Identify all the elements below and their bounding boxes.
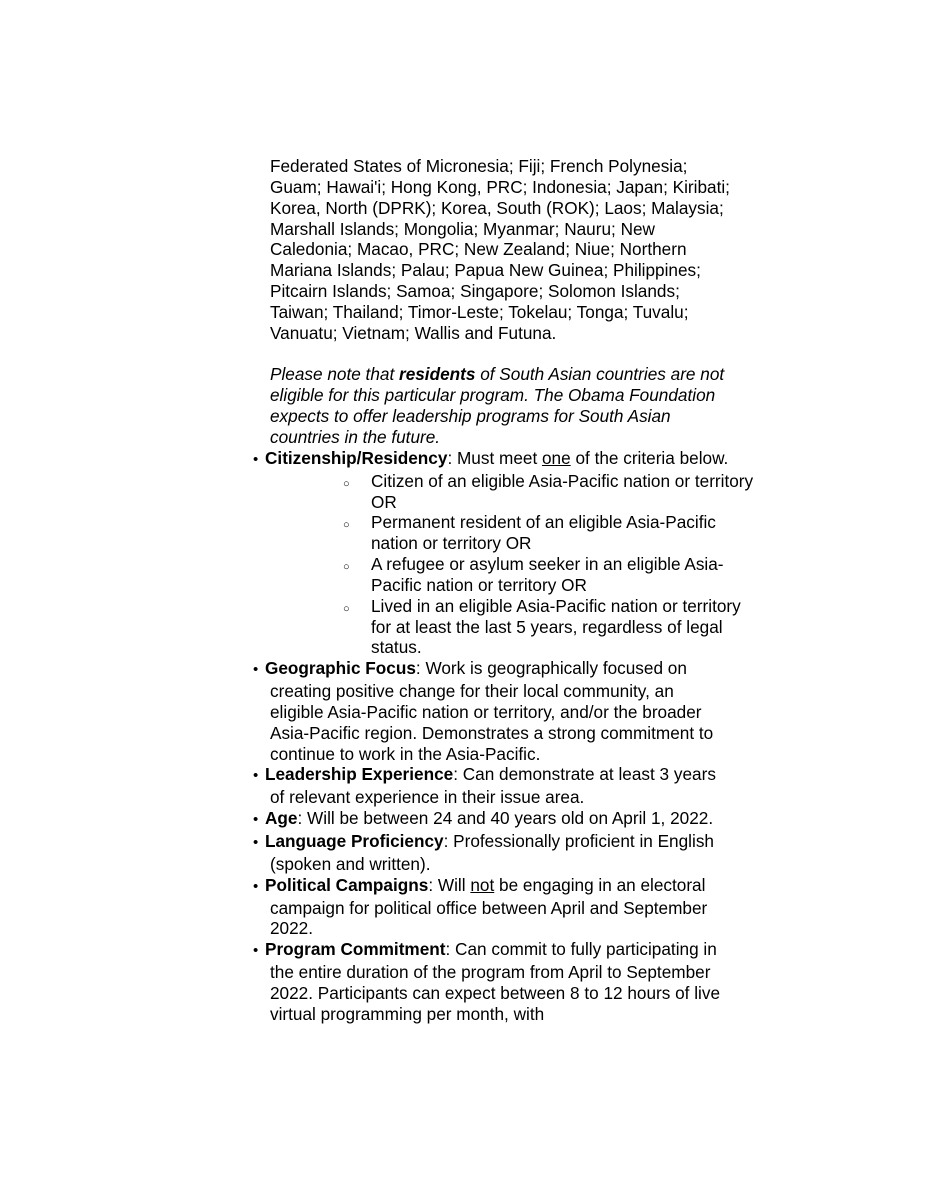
criterion-text-after: of the criteria below. [570, 447, 729, 468]
bullet-icon [253, 877, 265, 898]
circle-bullet-icon [343, 599, 350, 620]
citizenship-options-list [270, 470, 754, 659]
criterion-age [241, 808, 730, 831]
circle-bullet-icon [343, 515, 350, 536]
criterion-label: Program Commitment [265, 939, 446, 960]
eligible-countries-block [241, 156, 730, 448]
circle-bullet-icon [343, 474, 350, 495]
criterion-text: : Work is geographically focused on creating positive change for their local community, an eligible Asia-Pacific nation or territory, and/or the broader Asia-Pacific region. Demonstrates a strong commitment to continue to work in the Asia-Pacific. [270, 658, 714, 764]
criterion-text: : Can commit to fully participating in the entire duration of the program from April to September 2022. Participants can expect between 8 to 12 hours of live virtual programming per month, with [270, 939, 721, 1024]
citizenship-option [270, 512, 759, 554]
citizenship-option-text: Citizen of an eligible Asia-Pacific nation or territory OR [371, 470, 754, 512]
criterion-label: Language Proficiency [265, 831, 444, 851]
criterion-text-before: : Will [428, 874, 471, 895]
criterion-text: : Can demonstrate at least 3 years of relevant experience in their issue area. [270, 764, 716, 808]
criterion-label: Citizenship/Residency [265, 447, 448, 468]
criterion-citizenship [241, 447, 754, 658]
criterion-text-after: be engaging in an electoral campaign for political office between April and September 2022. [270, 874, 708, 939]
criterion-leadership-experience [241, 764, 730, 808]
document-body [241, 156, 754, 1025]
criterion-text-before: : Must meet [447, 447, 542, 468]
citizenship-option-text: Lived in an eligible Asia-Pacific nation or territory for at least the last 5 years, regardless of legal status. [371, 595, 741, 658]
bullet-icon [253, 941, 265, 962]
eligible-countries-list: Federated States of Micronesia; Fiji; French Polynesia; Guam; Hawai'i; Hong Kong, PRC; Indonesia; Japan; Kiribati; Korea, North (DPRK); Korea, South (ROK); Laos; Malaysia; Marshall Islands; Mongolia; Myanmar; Nauru; New Caledonia; Macao, PRC; New Zealand; Niue; Northern Mariana Islands; Palau; Papua New Guinea; Philippines; Pitcairn Islands; Samoa; Singapore; Solomon Islands; Taiwan; Thailand; Timor-Leste; Tokelau; Tonga; Tuvalu; Vanuatu; Vietnam; Wallis and Futuna. [270, 156, 730, 343]
citizenship-option [270, 596, 759, 659]
criterion-underlined-word: one [542, 447, 571, 468]
eligibility-criteria-list [241, 447, 754, 1025]
criterion-text: : Professionally proficient in English (spoken and written). [270, 831, 714, 874]
criterion-text: : Will be between 24 and 40 years old on April 1, 2022. [297, 808, 714, 829]
criterion-label: Political Campaigns [265, 874, 429, 895]
criterion-label: Geographic Focus [265, 658, 416, 679]
citizenship-option [270, 554, 759, 596]
bullet-icon [253, 810, 265, 831]
citizenship-option [270, 471, 759, 513]
bullet-icon [253, 450, 265, 471]
bullet-icon [253, 766, 265, 787]
citizenship-option-text: A refugee or asylum seeker in an eligible Asia-Pacific nation or territory OR [371, 554, 724, 595]
south-asia-note [270, 364, 730, 447]
bullet-icon [253, 833, 265, 854]
criterion-label: Leadership Experience [265, 764, 454, 785]
citizenship-option-text: Permanent resident of an eligible Asia-Pacific nation or territory OR [371, 512, 716, 554]
criterion-program-commitment [241, 939, 730, 1024]
criterion-geographic-focus [241, 658, 730, 764]
note-text-before: Please note that [270, 364, 399, 385]
criterion-political-campaigns [241, 875, 730, 940]
note-bold-residents: residents [399, 364, 476, 385]
bullet-icon [253, 660, 265, 681]
criterion-underlined-word: not [470, 874, 495, 895]
criterion-label: Age [265, 808, 298, 829]
note-text-after: of South Asian countries are not eligible for this particular program. The Obama Foundation expects to offer leadership programs for South Asian countries in the future. [270, 364, 725, 447]
circle-bullet-icon [343, 557, 350, 578]
criterion-language-proficiency [241, 831, 730, 875]
